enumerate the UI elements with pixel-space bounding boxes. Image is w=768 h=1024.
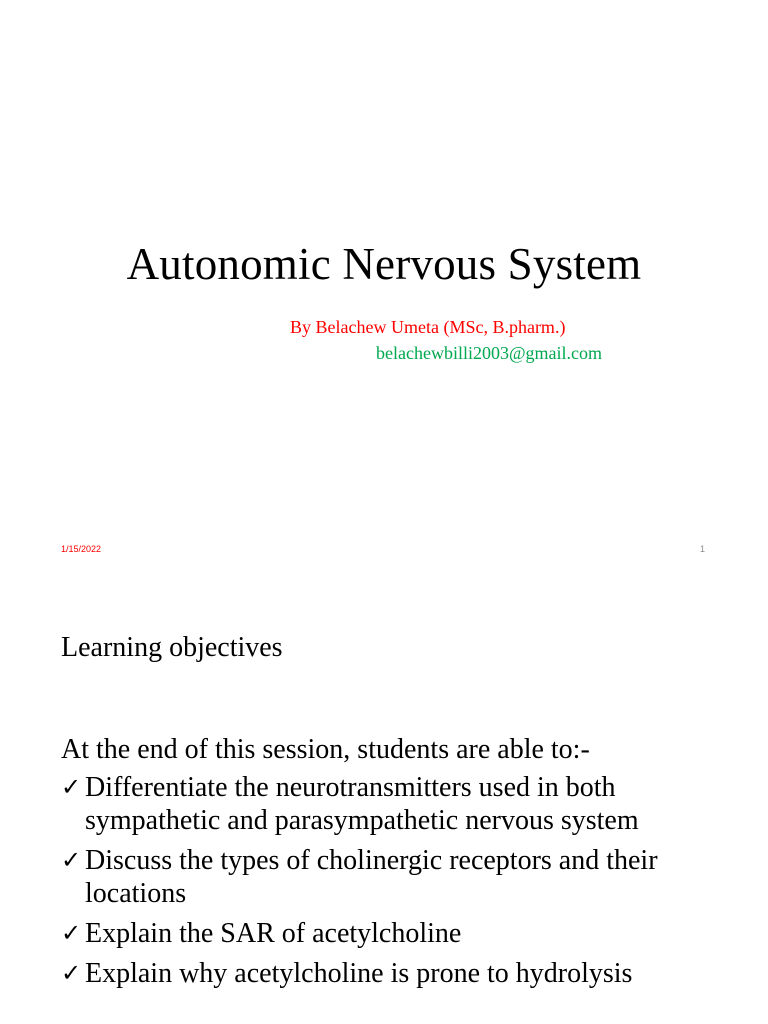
objective-text: Explain why acetylcholine is prone to hydrolysis (85, 958, 633, 989)
check-icon: ✓ (61, 846, 82, 874)
check-icon: ✓ (61, 919, 82, 947)
objectives-list (61, 771, 741, 997)
objective-text: Explain the SAR of acetylcholine (85, 918, 462, 949)
objective-text: Differentiate the neurotransmitters used in both (85, 772, 616, 803)
objective-item (61, 957, 741, 990)
slide-heading: Learning objectives (61, 632, 283, 663)
objective-item (61, 771, 741, 837)
check-icon: ✓ (61, 959, 82, 987)
check-icon: ✓ (61, 773, 82, 801)
page-number: 1 (700, 544, 706, 554)
objective-text-continued: sympathetic and parasympathetic nervous system (85, 805, 639, 836)
objective-text-continued: locations (85, 878, 187, 909)
author-line: By Belachew Umeta (MSc, B.pharm.) (290, 317, 566, 337)
slide-title: Autonomic Nervous System (126, 239, 642, 289)
objective-item (61, 844, 741, 910)
objectives-slide (0, 576, 768, 1024)
intro-text: At the end of this session, students are able to:- (61, 734, 590, 765)
objective-item (61, 917, 741, 950)
author-email: belachewbilli2003@gmail.com (376, 343, 603, 363)
footer-date: 1/15/2022 (61, 544, 102, 554)
objective-text: Discuss the types of cholinergic receptors and their (85, 845, 658, 876)
